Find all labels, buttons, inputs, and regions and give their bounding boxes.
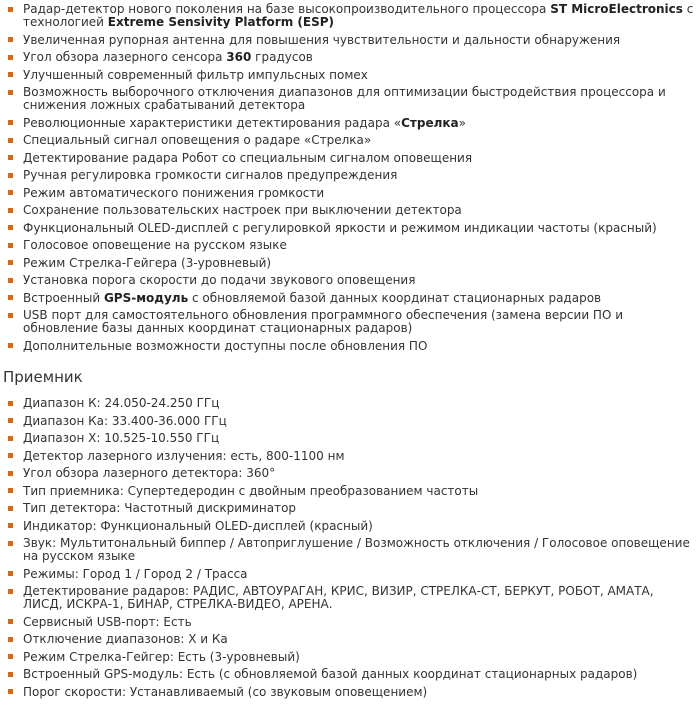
list-item-text: Специальный сигнал оповещения о радаре «Стрелка» bbox=[23, 133, 372, 147]
list-item-text: Детектирование радара Робот со специальным сигналом оповещения bbox=[23, 150, 473, 165]
square-bullet-icon bbox=[8, 225, 13, 230]
list-item bbox=[0, 340, 700, 353]
list-item bbox=[0, 222, 700, 235]
list-item bbox=[0, 585, 700, 611]
list-item bbox=[0, 467, 700, 480]
list-item bbox=[0, 117, 700, 130]
list-item-text: Встроенный GPS-модуль: Есть (с обновляемой базой данных координат стационарных радаров) bbox=[23, 667, 638, 681]
list-item bbox=[0, 257, 700, 270]
list-item bbox=[0, 204, 700, 217]
list-item bbox=[0, 51, 700, 64]
square-bullet-icon bbox=[8, 523, 13, 528]
bold-text: ST MicroElectronics bbox=[550, 2, 683, 16]
list-item-text: Сохранение пользовательских настроек при выключении детектора bbox=[23, 203, 462, 217]
square-bullet-icon bbox=[8, 313, 13, 318]
square-bullet-icon bbox=[8, 173, 13, 178]
square-bullet-icon bbox=[8, 418, 13, 423]
square-bullet-icon bbox=[8, 7, 13, 12]
list-item bbox=[0, 69, 700, 82]
list-item-text: Встроенный bbox=[23, 290, 104, 305]
list-item bbox=[0, 134, 700, 147]
list-item-text: Тип приемника: Супертедеродин с двойным преобразованием частоты bbox=[23, 483, 479, 498]
list-item bbox=[0, 86, 700, 112]
square-bullet-icon bbox=[8, 343, 13, 348]
list-item-text: Диапазон Х: 10.525-10.550 ГГц bbox=[23, 431, 220, 445]
square-bullet-icon bbox=[8, 37, 13, 42]
square-bullet-icon bbox=[8, 453, 13, 458]
list-item-text: Отключение диапазонов: Х и Ка bbox=[23, 632, 228, 646]
square-bullet-icon bbox=[8, 654, 13, 659]
list-item bbox=[0, 432, 700, 445]
section-title-receiver: Приемник bbox=[3, 368, 83, 386]
list-item bbox=[0, 187, 700, 200]
list-item-text: USB порт для самостоятельного обновления программного обеспечения (замена версии ПО и обновление базы данных координат стационарных радаров) bbox=[23, 308, 624, 335]
list-item-text: Голосовое оповещение на русском языке bbox=[23, 238, 287, 252]
list-item-text: градусов bbox=[251, 50, 313, 64]
list-item bbox=[0, 485, 700, 498]
list-item-text: Режим Стрелка-Гейгера (3-уровневый) bbox=[23, 255, 272, 270]
list-item bbox=[0, 397, 700, 410]
list-item bbox=[0, 415, 700, 428]
square-bullet-icon bbox=[8, 589, 13, 594]
list-item bbox=[0, 651, 700, 664]
list-item-text: Функциональный OLED-дисплей с регулировкой яркости и режимом индикации частоты (красный) bbox=[23, 220, 657, 235]
square-bullet-icon bbox=[8, 72, 13, 77]
list-item-text: Дополнительные возможности доступны после обновления ПО bbox=[23, 338, 428, 353]
square-bullet-icon bbox=[8, 571, 13, 576]
square-bullet-icon bbox=[8, 190, 13, 195]
list-item bbox=[0, 309, 700, 335]
list-item-text: Возможность выборочного отключения диапазонов для оптимизации быстродействия процессора и снижения ложных срабатываний детектора bbox=[23, 85, 666, 112]
list-item bbox=[0, 502, 700, 515]
square-bullet-icon bbox=[8, 278, 13, 283]
list-item-text: Режим автоматического понижения громкости bbox=[23, 185, 325, 200]
list-item bbox=[0, 3, 700, 29]
list-item-text: Улучшенный современный фильтр импульсных помех bbox=[23, 67, 368, 82]
square-bullet-icon bbox=[8, 541, 13, 546]
list-item bbox=[0, 668, 700, 681]
list-item-text: Тип детектора: Частотный дискриминатор bbox=[23, 501, 297, 515]
square-bullet-icon bbox=[8, 155, 13, 160]
list-item-text: Детектор лазерного излучения: есть, 800-1100 нм bbox=[23, 448, 345, 463]
list-item bbox=[0, 274, 700, 287]
list-item bbox=[0, 450, 700, 463]
list-item bbox=[0, 169, 700, 182]
square-bullet-icon bbox=[8, 619, 13, 624]
list-item bbox=[0, 537, 700, 563]
list-item bbox=[0, 152, 700, 165]
list-item-text: Угол обзора лазерного сенсора bbox=[23, 50, 227, 64]
list-item bbox=[0, 633, 700, 646]
list-item-text: Революционные характеристики детектирования радара « bbox=[23, 115, 402, 130]
list-item-text: Режим Стрелка-Гейгер: Есть (3-уровневый) bbox=[23, 649, 300, 664]
square-bullet-icon bbox=[8, 401, 13, 406]
list-item-text: Угол обзора лазерного детектора: 360° bbox=[23, 466, 276, 480]
list-item bbox=[0, 616, 700, 629]
square-bullet-icon bbox=[8, 672, 13, 677]
receiver-spec-list bbox=[0, 397, 700, 703]
bold-text: 360 bbox=[226, 50, 252, 64]
square-bullet-icon bbox=[8, 295, 13, 300]
square-bullet-icon bbox=[8, 55, 13, 60]
square-bullet-icon bbox=[8, 488, 13, 493]
list-item bbox=[0, 292, 700, 305]
square-bullet-icon bbox=[8, 243, 13, 248]
square-bullet-icon bbox=[8, 436, 13, 441]
list-item bbox=[0, 520, 700, 533]
list-item-text: Порог скорости: Устанавливаемый (со звуковым оповещением) bbox=[23, 684, 428, 699]
list-item bbox=[0, 568, 700, 581]
square-bullet-icon bbox=[8, 689, 13, 694]
list-item-text: с технологией bbox=[23, 2, 694, 29]
list-item-text: Установка порога скорости до подачи звукового оповещения bbox=[23, 273, 416, 287]
square-bullet-icon bbox=[8, 637, 13, 642]
bold-text: Стрелка bbox=[401, 115, 459, 130]
list-item-text: Увеличенная рупорная антенна для повышения чувствительности и дальности обнаружения bbox=[23, 32, 621, 47]
bold-text: GPS-модуль bbox=[103, 290, 189, 305]
square-bullet-icon bbox=[8, 260, 13, 265]
list-item-text: Индикатор: Функциональный OLED-дисплей (красный) bbox=[23, 518, 373, 533]
list-item-text: Радар-детектор нового поколения на базе высокопроизводительного процессора bbox=[23, 2, 551, 16]
list-item bbox=[0, 686, 700, 699]
list-item-text: Звук: Мультитональный биппер / Автоприглушение / Возможность отключения / Голосовое оповещение на русском языке bbox=[23, 536, 690, 563]
square-bullet-icon bbox=[8, 90, 13, 95]
square-bullet-icon bbox=[8, 138, 13, 143]
list-item-text: » bbox=[458, 115, 466, 130]
square-bullet-icon bbox=[8, 120, 13, 125]
list-item-text: Диапазон К: 24.050-24.250 ГГц bbox=[23, 396, 220, 410]
list-item-text: Режимы: Город 1 / Город 2 / Трасса bbox=[23, 566, 248, 581]
list-item-text: Детектирование радаров: РАДИС, АВТОУРАГАН, КРИС, ВИЗИР, СТРЕЛКА-СТ, БЕРКУТ, РОБОТ, АМАТА, ЛИСД, ИСКРА-1, БИНАР, СТРЕЛКА-ВИДЕО, АРЕНА. bbox=[23, 584, 654, 611]
list-item bbox=[0, 34, 700, 47]
list-item-text: Ручная регулировка громкости сигналов предупреждения bbox=[23, 168, 398, 182]
list-item-text: Диапазон Ка: 33.400-36.000 ГГц bbox=[23, 413, 227, 428]
list-item-text: Сервисный USB-порт: Есть bbox=[23, 614, 192, 629]
bold-text: Extreme Sensivity Platform (ESP) bbox=[107, 15, 334, 29]
square-bullet-icon bbox=[8, 471, 13, 476]
list-item-text: с обновляемой базой данных координат стационарных радаров bbox=[188, 290, 602, 305]
list-item bbox=[0, 239, 700, 252]
square-bullet-icon bbox=[8, 506, 13, 511]
features-list bbox=[0, 3, 700, 357]
square-bullet-icon bbox=[8, 208, 13, 213]
